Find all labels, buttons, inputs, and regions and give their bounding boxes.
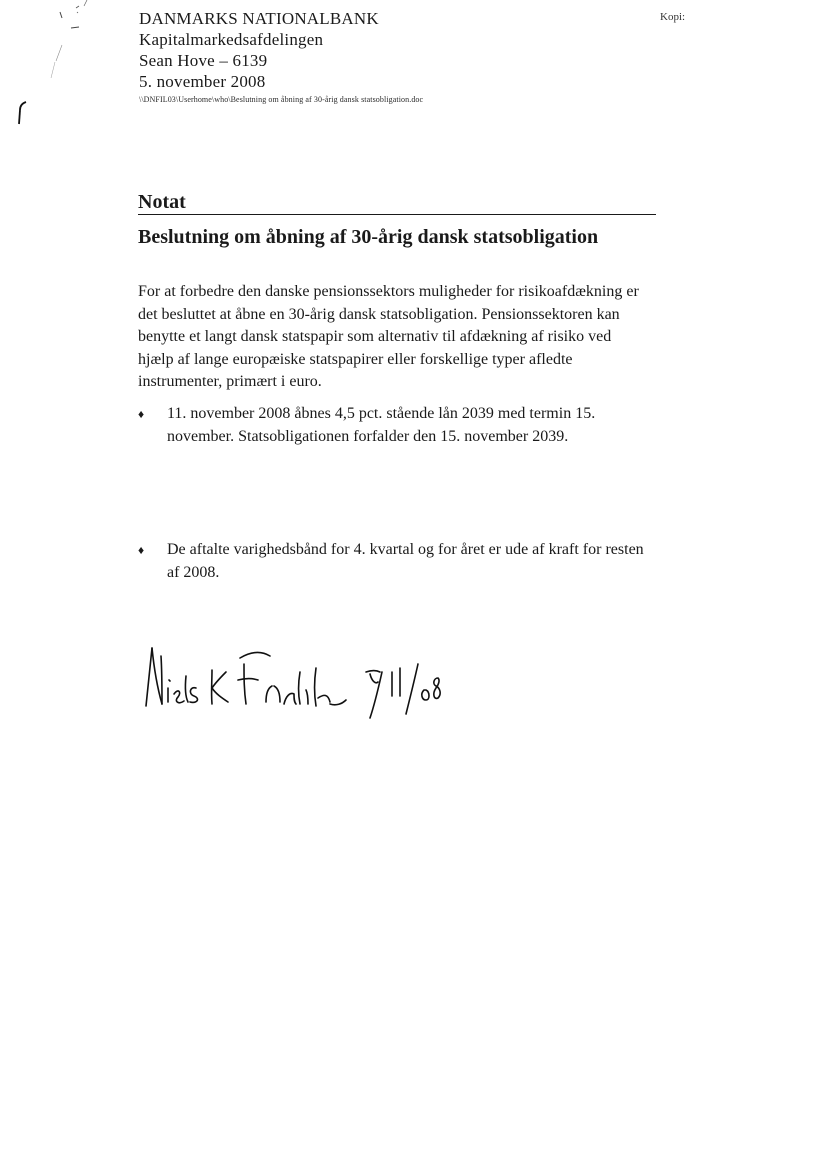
handwritten-signature xyxy=(140,628,480,728)
kopi-label: Kopi: xyxy=(660,11,686,23)
list-item xyxy=(138,539,650,584)
list-item-text: 11. november 2008 åbnes 4,5 pct. stående lån 2039 med termin 15. november. Statsobligationen forfalder den 15. november 2039. xyxy=(167,405,596,445)
list-item-text: De aftalte varighedsbånd for 4. kvartal og for året er ude af kraft for resten af 2008. xyxy=(167,541,644,581)
heading-rule xyxy=(138,214,656,215)
body-paragraph: For at forbedre den danske pensionssektors muligheder for risikoafdækning er det besluttet at åbne en 30-årig dansk statsobligation. Pensionssektoren kan benytte et langt dansk statspapir som alternativ til afdækning af risiko ved hjælp af lange europæiske statspapirer eller forskellige typer afledte instrumenter, primært i euro. xyxy=(138,283,639,391)
scan-marks xyxy=(0,0,120,130)
diamond-bullet-icon: ♦ xyxy=(138,407,145,421)
list-item xyxy=(138,403,650,448)
org-name: DANMARKS NATIONALBANK xyxy=(139,9,379,28)
letterhead xyxy=(139,8,639,106)
author-line: Sean Hove – 6139 xyxy=(139,51,268,70)
subject-heading: Beslutning om åbning af 30-årig dansk statsobligation xyxy=(138,226,599,248)
file-path: \\DNFIL03\Userhome\who\Beslutning om åbning af 30-årig dansk statsobligation.doc xyxy=(139,95,424,104)
diamond-bullet-icon: ♦ xyxy=(138,543,145,557)
memo-date: 5. november 2008 xyxy=(139,72,266,91)
document-type-heading: Notat xyxy=(138,191,186,213)
department-name: Kapitalmarkedsafdelingen xyxy=(139,30,324,49)
